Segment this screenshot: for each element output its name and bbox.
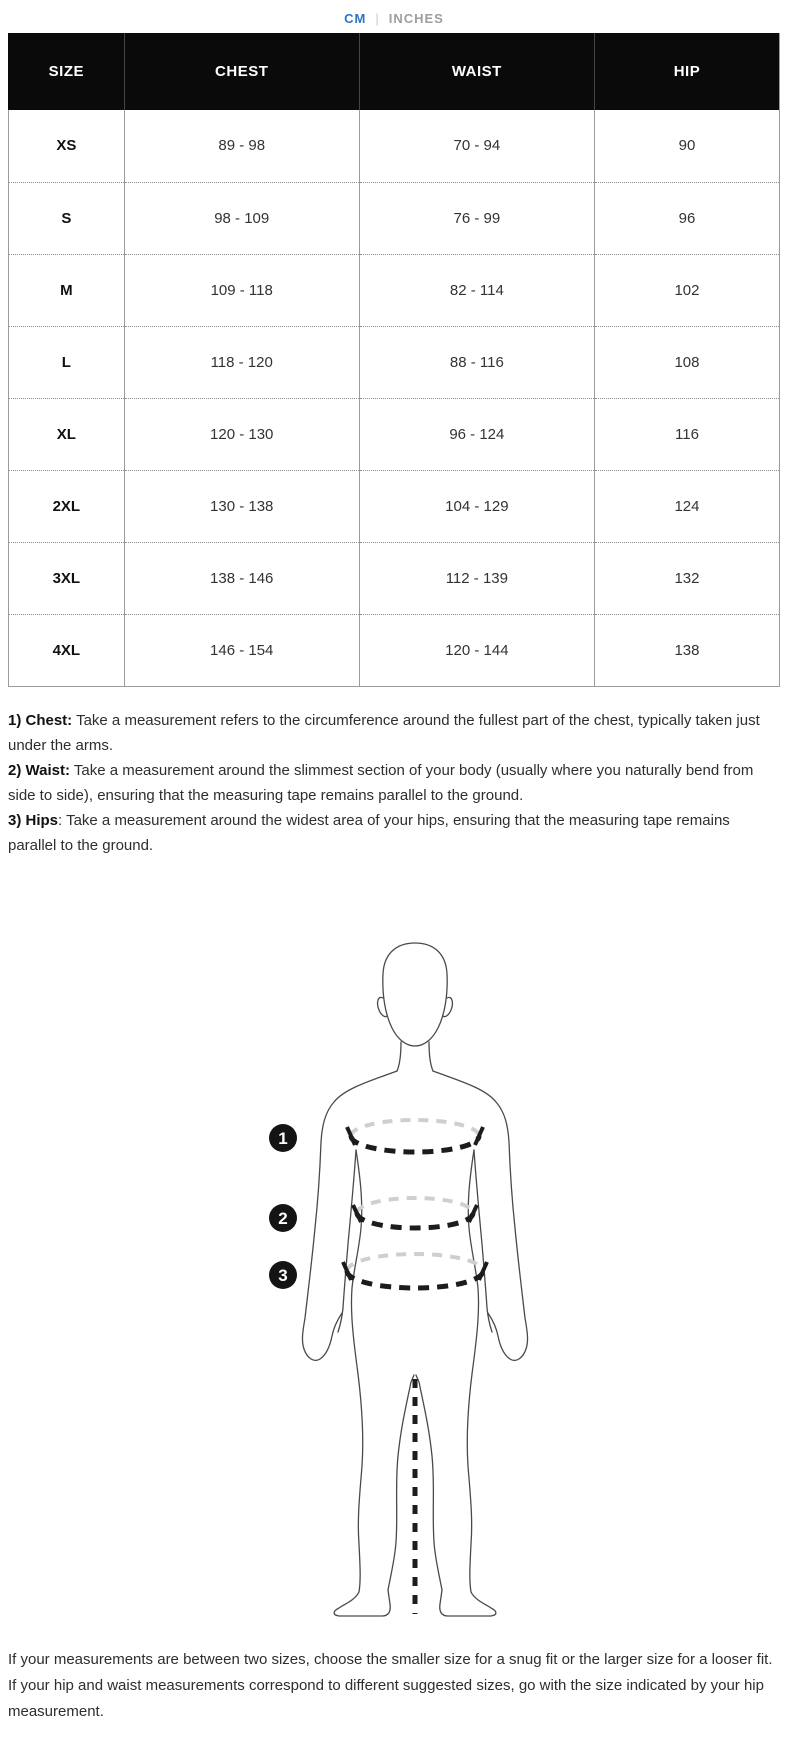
figure-left-arm-outer bbox=[302, 1071, 397, 1360]
waist-tape-back bbox=[357, 1198, 473, 1213]
chest-cell: 120 - 130 bbox=[124, 398, 359, 470]
waist-cell: 82 - 114 bbox=[359, 254, 594, 326]
table-row bbox=[9, 398, 780, 470]
figure-head-outline bbox=[383, 943, 447, 1046]
size-cell: 4XL bbox=[9, 614, 125, 686]
instruction-hips bbox=[8, 808, 780, 858]
table-header-row bbox=[9, 33, 780, 110]
chest-cell: 138 - 146 bbox=[124, 542, 359, 614]
figure-left-arm-inner bbox=[338, 1150, 356, 1332]
figure-left-leg-inner bbox=[388, 1375, 414, 1590]
size-cell: XS bbox=[9, 110, 125, 182]
unit-cm-button[interactable]: CM bbox=[344, 11, 367, 26]
sizing-advice-text: If your measurements are between two sizes, choose the smaller size for a snug fit or the larger size for a looser fit. If your hip and waist measurements correspond to different suggested sizes, go with the size indicated by your hip measurement. bbox=[8, 1650, 773, 1720]
marker-2-number: 2 bbox=[278, 1208, 288, 1228]
chest-cell: 146 - 154 bbox=[124, 614, 359, 686]
marker-waist bbox=[269, 1204, 297, 1232]
chest-cell: 89 - 98 bbox=[124, 110, 359, 182]
unit-toggle bbox=[0, 0, 788, 26]
waist-cell: 70 - 94 bbox=[359, 110, 594, 182]
size-cell: S bbox=[9, 182, 125, 254]
hip-tape-tip-right bbox=[479, 1262, 487, 1280]
column-header-chest: CHEST bbox=[124, 33, 359, 110]
waist-cell: 76 - 99 bbox=[359, 182, 594, 254]
column-header-hip: HIP bbox=[594, 33, 779, 110]
instruction-hips-text: : Take a measurement around the widest area of your hips, ensuring that the measuring tape remains parallel to the ground. bbox=[8, 811, 730, 854]
chest-cell: 130 - 138 bbox=[124, 470, 359, 542]
hip-cell: 96 bbox=[594, 182, 779, 254]
size-cell: 3XL bbox=[9, 542, 125, 614]
chest-cell: 118 - 120 bbox=[124, 326, 359, 398]
size-cell: 2XL bbox=[9, 470, 125, 542]
instruction-hips-label: 3) Hips bbox=[8, 811, 59, 829]
marker-hips bbox=[269, 1261, 297, 1289]
table-row bbox=[9, 182, 780, 254]
marker-1-number: 1 bbox=[278, 1128, 288, 1148]
figure-right-arm-outer bbox=[433, 1071, 528, 1360]
column-header-waist: WAIST bbox=[359, 33, 594, 110]
instruction-waist-text: Take a measurement around the slimmest section of your body (usually where you naturally bend from side to side), ensuring that the measuring tape remains parallel to the ground. bbox=[8, 761, 754, 804]
waist-tape-tip-right bbox=[469, 1205, 477, 1222]
hip-cell: 116 bbox=[594, 398, 779, 470]
hip-cell: 124 bbox=[594, 470, 779, 542]
hip-cell: 132 bbox=[594, 542, 779, 614]
figure-right-arm-inner bbox=[474, 1150, 492, 1332]
chest-cell: 98 - 109 bbox=[124, 182, 359, 254]
chest-tape-back bbox=[351, 1120, 479, 1136]
measurement-instructions bbox=[8, 708, 780, 858]
sizing-advice bbox=[8, 1647, 780, 1725]
unit-toggle-divider: | bbox=[375, 11, 380, 26]
table-row bbox=[9, 110, 780, 182]
hip-cell: 138 bbox=[594, 614, 779, 686]
hip-cell: 108 bbox=[594, 326, 779, 398]
table-row bbox=[9, 326, 780, 398]
table-row bbox=[9, 470, 780, 542]
size-cell: L bbox=[9, 326, 125, 398]
marker-chest bbox=[269, 1124, 297, 1152]
waist-cell: 104 - 129 bbox=[359, 470, 594, 542]
table-row bbox=[9, 614, 780, 686]
instruction-waist-label: 2) Waist: bbox=[8, 761, 70, 779]
figure-neck-left bbox=[397, 1042, 401, 1071]
hip-tape-front bbox=[347, 1271, 483, 1288]
waist-tape-front bbox=[357, 1213, 473, 1228]
instruction-waist bbox=[8, 758, 780, 808]
unit-inches-button[interactable]: INCHES bbox=[388, 11, 444, 26]
chest-cell: 109 - 118 bbox=[124, 254, 359, 326]
waist-cell: 120 - 144 bbox=[359, 614, 594, 686]
hip-cell: 90 bbox=[594, 110, 779, 182]
waist-cell: 88 - 116 bbox=[359, 326, 594, 398]
waist-cell: 112 - 139 bbox=[359, 542, 594, 614]
body-measurement-figure bbox=[235, 858, 595, 1633]
marker-3-number: 3 bbox=[278, 1265, 288, 1285]
instruction-chest-label: 1) Chest: bbox=[8, 711, 73, 729]
waist-cell: 96 - 124 bbox=[359, 398, 594, 470]
size-cell: M bbox=[9, 254, 125, 326]
size-diagram bbox=[0, 858, 788, 1633]
hip-tape-back bbox=[347, 1254, 483, 1271]
table-row bbox=[9, 254, 780, 326]
figure-right-leg-inner bbox=[416, 1375, 442, 1590]
column-header-size: SIZE bbox=[9, 33, 125, 110]
chest-tape-front bbox=[351, 1136, 479, 1152]
size-cell: XL bbox=[9, 398, 125, 470]
table-row bbox=[9, 542, 780, 614]
figure-neck-right bbox=[429, 1042, 433, 1071]
hip-cell: 102 bbox=[594, 254, 779, 326]
size-chart-table bbox=[8, 33, 780, 687]
instruction-chest bbox=[8, 708, 780, 758]
instruction-chest-text: Take a measurement refers to the circumference around the fullest part of the chest, typically taken just under the arms. bbox=[8, 711, 760, 754]
